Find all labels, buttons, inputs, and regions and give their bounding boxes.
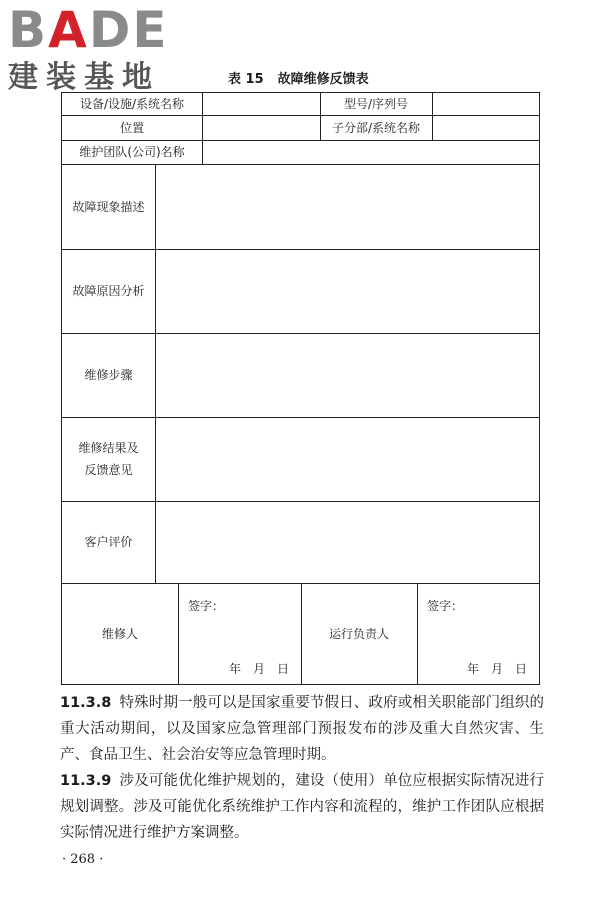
table-title — [228, 68, 369, 87]
team-name-label: 维护团队(公司)名称 — [79, 145, 185, 159]
section-number: 11.3.9 — [60, 773, 112, 789]
equipment-name-label: 设备/设施/系统名称 — [79, 97, 185, 111]
repair-steps-label: 维修步骤 — [84, 368, 133, 382]
fault-cause-label: 故障原因分析 — [72, 284, 145, 298]
model-serial-label: 型号/序列号 — [343, 97, 409, 111]
paragraph-text: 特殊时期一般可以是国家重要节假日、政府或相关职能部门组织的重大活动期间，以及国家应急管理部门预报发布的涉及重大自然灾害、生产、食品卫生、社会治安等应急管理时期。 — [60, 695, 544, 763]
repairer-label: 维修人 — [101, 627, 138, 641]
manager-date: 年 月 日 — [467, 662, 528, 676]
operation-manager-label: 运行负责人 — [328, 627, 389, 641]
paragraph-11-3-9 — [60, 768, 544, 846]
subsystem-label: 子分部/系统名称 — [331, 121, 421, 135]
logo-wordmark: BADE — [8, 1, 169, 59]
paragraph-text: 涉及可能优化维护规划的，建设（使用）单位应根据实际情况进行规划调整。涉及可能优化系统维护工作内容和流程的，维护工作团队应根据实际情况进行维护方案调整。 — [60, 773, 544, 841]
repair-result-label-line2: 反馈意见 — [84, 463, 133, 477]
paragraph-11-3-8 — [60, 690, 544, 768]
manager-signature-label: 签字： — [427, 599, 464, 613]
table-title-text: 故障维修反馈表 — [277, 72, 369, 87]
fault-repair-feedback-form — [61, 92, 540, 685]
bade-logo — [8, 1, 178, 96]
section-number: 11.3.8 — [60, 695, 112, 711]
table-number: 表 15 — [228, 72, 264, 87]
repairer-date: 年 月 日 — [229, 662, 290, 676]
location-label: 位置 — [119, 121, 144, 135]
page-number: · 268 · — [62, 852, 104, 867]
logo-subtitle: 建装基地 — [8, 60, 160, 95]
fault-description-label: 故障现象描述 — [72, 200, 145, 214]
repair-result-label-line1: 维修结果及 — [78, 441, 139, 455]
repairer-signature-label: 签字： — [188, 599, 225, 613]
customer-evaluation-label: 客户评价 — [84, 535, 133, 549]
